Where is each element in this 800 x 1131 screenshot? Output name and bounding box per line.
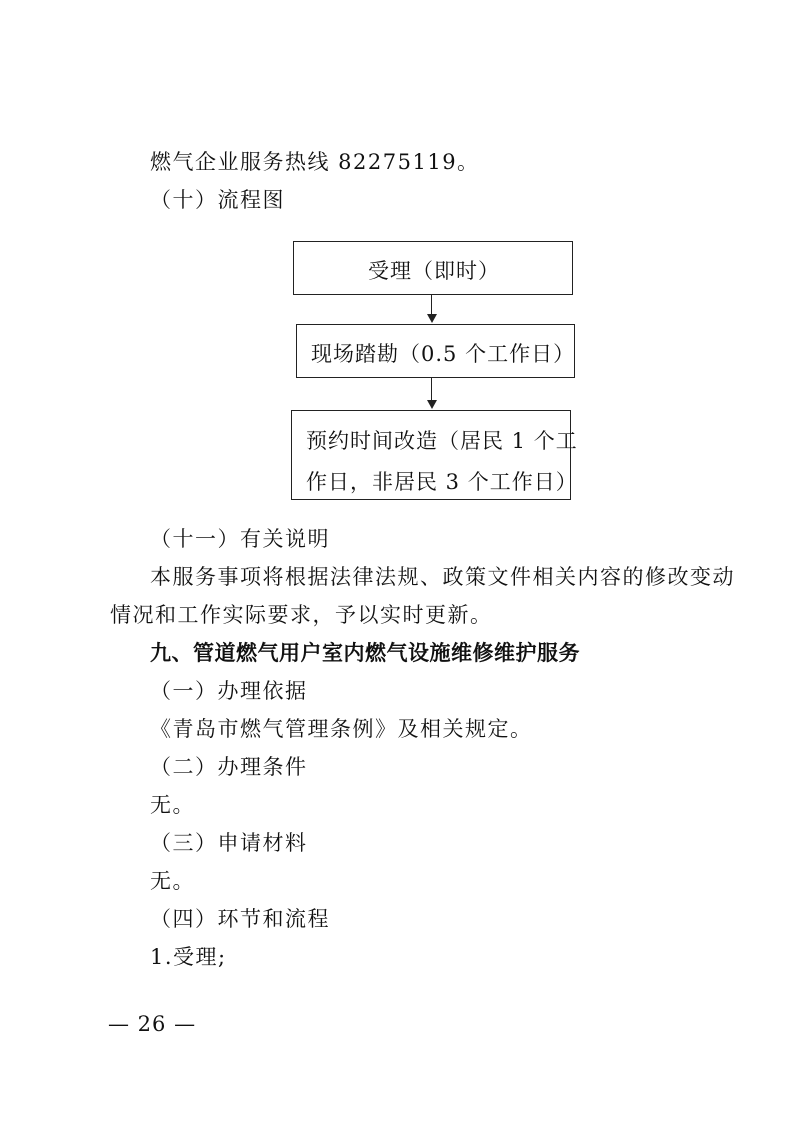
page-number: — 26 —: [108, 1012, 197, 1036]
flow-step-renovate-label-2: 作日，非居民 3 个工作日）: [306, 470, 578, 494]
basis-text: 《青岛市燃气管理条例》及相关规定。: [150, 717, 533, 741]
section-10-heading: （十）流程图: [150, 188, 285, 212]
heading-9: 九、管道燃气用户室内燃气设施维修维护服务: [150, 641, 580, 665]
flow-step-survey: [296, 324, 575, 378]
sub-heading-1: （一）办理依据: [150, 679, 308, 703]
sub-heading-4: （四）环节和流程: [150, 907, 330, 931]
materials-text: 无。: [150, 869, 195, 893]
sub-heading-2: （二）办理条件: [150, 755, 308, 779]
flow-step-renovate: [291, 410, 578, 500]
flow-step-accept-label: 受理（即时）: [368, 259, 500, 283]
flow-arrow-1-head: [427, 314, 437, 323]
flow-arrow-2-head: [427, 400, 437, 409]
flow-step-survey-label: 现场踏勘（0.5 个工作日）: [311, 342, 576, 366]
flow-step-renovate-label-1: 预约时间改造（居民 1 个工: [306, 429, 578, 453]
hotline-line: 燃气企业服务热线 82275119。: [150, 150, 480, 174]
flow-step-accept: [293, 241, 573, 295]
flow-arrow-2: [431, 378, 432, 400]
section-11-heading: （十一）有关说明: [150, 527, 330, 551]
note-line-1: 本服务事项将根据法律法规、政策文件相关内容的修改变动: [150, 565, 735, 589]
note-line-2: 情况和工作实际要求，予以实时更新。: [110, 603, 493, 627]
sub-heading-3: （三）申请材料: [150, 831, 308, 855]
condition-text: 无。: [150, 793, 195, 817]
step-1-text: 1.受理;: [150, 945, 227, 969]
flow-arrow-1: [431, 295, 432, 315]
